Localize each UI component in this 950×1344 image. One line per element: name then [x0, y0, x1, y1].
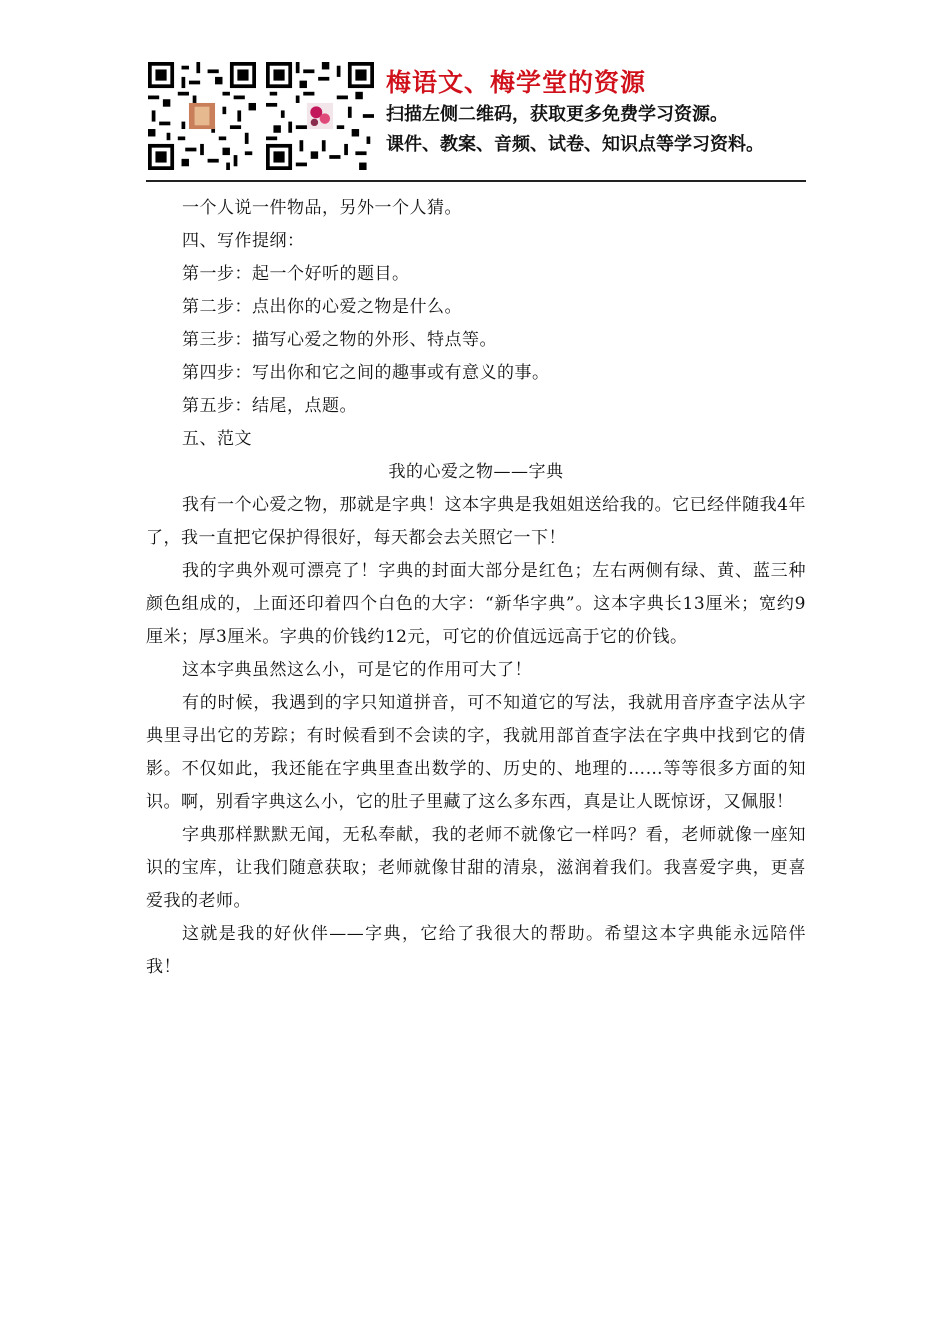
- outline-step: 第三步：描写心爱之物的外形、特点等。: [182, 330, 497, 350]
- header-divider: [146, 180, 806, 182]
- essay-title: 我的心爱之物——字典: [388, 462, 564, 482]
- brand-block: [386, 66, 806, 160]
- essay-paragraph: 字典那样默默无闻，无私奉献，我的老师不就像它一样吗？看，老师就像一座知识的宝库，让我们随意获取；老师就像甘甜的清泉，滋润着我们。我喜爱字典，更喜爱我的老师。: [146, 825, 806, 911]
- outline-step: 第一步：起一个好听的题目。: [182, 264, 410, 284]
- essay-paragraph: 我的字典外观可漂亮了！字典的封面大部分是红色；左右两侧有绿、黄、蓝三种颜色组成的，上面还印着四个白色的大字：“新华字典”。这本字典长13厘米；宽约9厘米；厚3厘米。字典的价钱约12元，可它的价值远远高于它的价钱。: [146, 561, 806, 647]
- outline-step: 第四步：写出你和它之间的趣事或有意义的事。: [182, 363, 550, 383]
- intro-line: 一个人说一件物品，另外一个人猜。: [182, 198, 462, 218]
- brand-title: 梅语文、梅学堂的资源: [386, 68, 647, 97]
- brand-subtitle: 课件、教案、音频、试卷、知识点等学习资料。: [386, 134, 764, 155]
- qr-code-icon[interactable]: [148, 62, 256, 170]
- outline-step: 第五步：结尾，点题。: [182, 396, 357, 416]
- section-heading: 四、写作提纲：: [182, 231, 305, 251]
- page-header: [146, 58, 806, 180]
- essay-paragraph: 这就是我的好伙伴——字典，它给了我很大的帮助。希望这本字典能永远陪伴我！: [146, 924, 806, 977]
- outline-step: 第二步：点出你的心爱之物是什么。: [182, 297, 462, 317]
- essay-paragraph: 这本字典虽然这么小，可是它的作用可大了！: [182, 660, 532, 680]
- section-heading: 五、范文: [182, 429, 252, 449]
- essay-paragraph: 有的时候，我遇到的字只知道拼音，可不知道它的写法，我就用音序查字法从字典里寻出它的芳踪；有时候看到不会读的字，我就用部首查字法在字典中找到它的倩影。不仅如此，我还能在字典里查出数学的、历史的、地理的……等等很多方面的知识。啊，别看字典这么小，它的肚子里藏了这么多东西，真是让人既惊讶，又佩服！: [146, 693, 806, 812]
- document-body: [146, 192, 806, 984]
- qr-code-icon[interactable]: [266, 62, 374, 170]
- brand-subtitle: 扫描左侧二维码，获取更多免费学习资源。: [386, 104, 728, 125]
- essay-paragraph: 我有一个心爱之物，那就是字典！这本字典是我姐姐送给我的。它已经伴随我4年了，我一直把它保护得很好，每天都会去关照它一下！: [146, 495, 806, 548]
